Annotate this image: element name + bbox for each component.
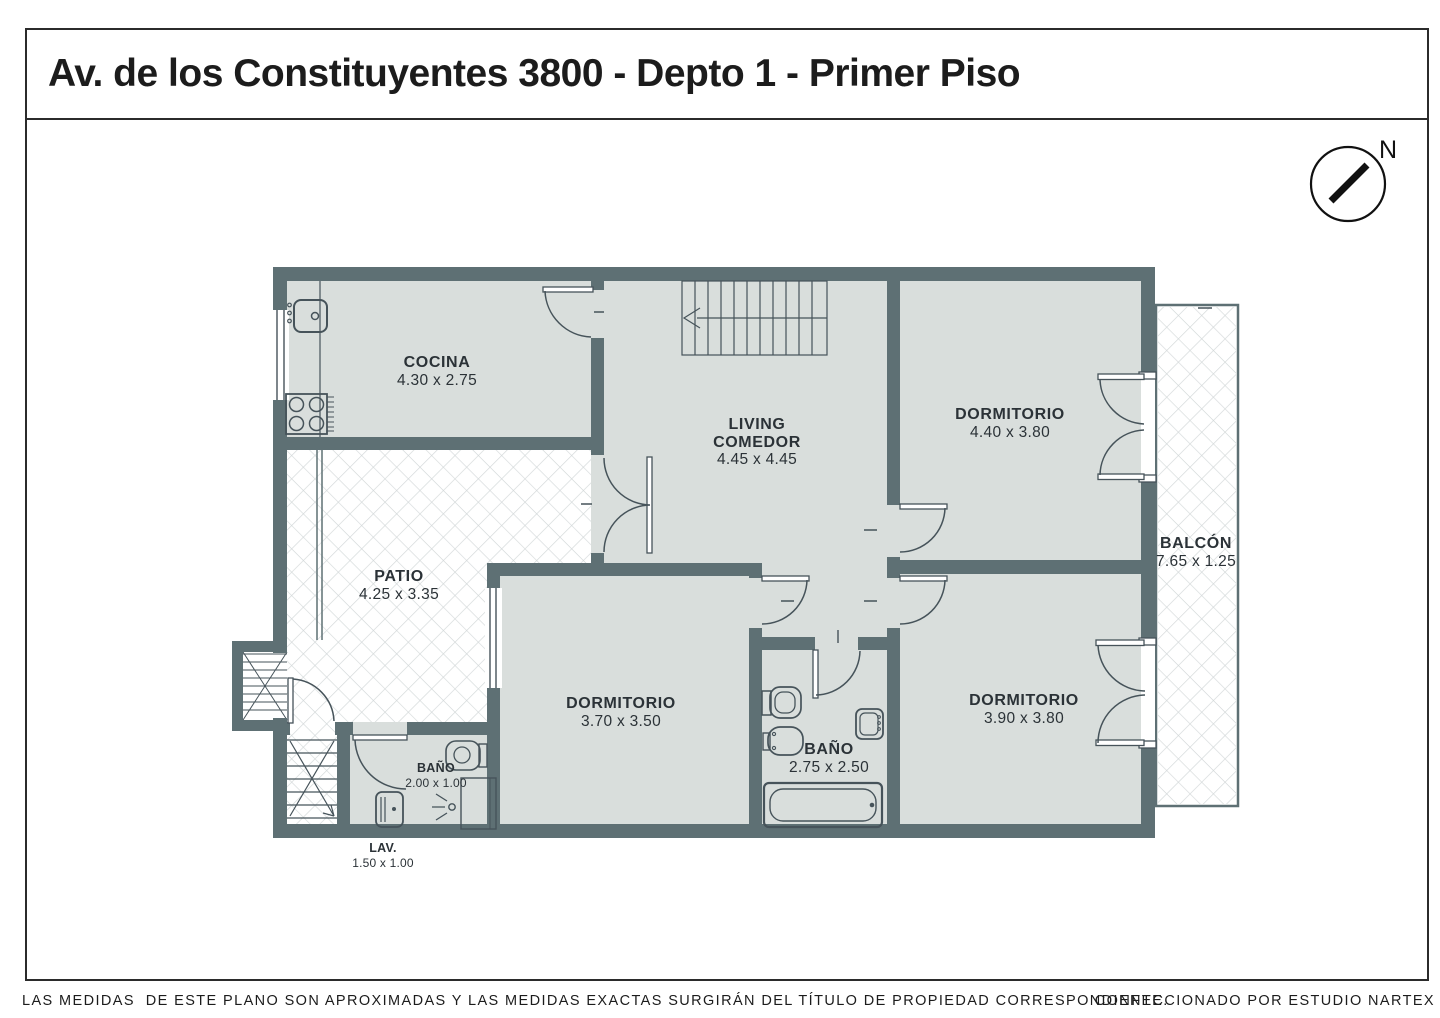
balcony-door2-leaf (1096, 640, 1144, 646)
label-bano: BAÑO (804, 741, 854, 758)
compass (1311, 136, 1397, 221)
label-dormitorio-1: DORMITORIO (955, 406, 1065, 423)
dims-living: 4.45 x 4.45 (717, 451, 797, 468)
dims-balcon: 7.65 x 1.25 (1156, 553, 1236, 570)
bedroom3-door-leaf (900, 576, 947, 581)
label-balcon: BALCÓN (1159, 535, 1233, 552)
label-living-2: COMEDOR (713, 434, 801, 451)
patio-entry-door-leaf (288, 678, 293, 723)
dims-patio: 4.25 x 3.35 (359, 586, 439, 603)
label-living-1: LIVING (728, 416, 786, 433)
label-cocina: COCINA (403, 354, 471, 371)
footer-credit: CONFECCIONADO POR ESTUDIO NARTEX (1094, 993, 1435, 1009)
bathroom-door-leaf (813, 650, 818, 698)
label-bano-chico: BAÑO (416, 761, 456, 775)
dims-cocina: 4.30 x 2.75 (397, 372, 477, 389)
dims-bano-chico: 2.00 x 1.00 (405, 776, 467, 790)
kitchen-door-leaf (543, 287, 593, 292)
label-lavadero: LAV. (369, 841, 397, 855)
balcony-door1-leaf-b (1098, 474, 1144, 480)
label-dormitorio-2: DORMITORIO (566, 695, 676, 712)
compass-north-label: N (1378, 136, 1398, 164)
balcony-door1-leaf (1098, 374, 1144, 380)
dims-lavadero: 1.50 x 1.00 (352, 856, 414, 870)
small-bath-door-leaf (353, 735, 407, 740)
page-title: Av. de los Constituyentes 3800 - Depto 1 - Primer Piso (48, 52, 1021, 95)
dims-dormitorio-2: 3.70 x 3.50 (581, 713, 661, 730)
dims-dormitorio-3: 3.90 x 3.80 (984, 710, 1064, 727)
bedroom2-door-leaf (762, 576, 809, 581)
label-patio: PATIO (374, 568, 424, 585)
dims-dormitorio-1: 4.40 x 3.80 (970, 424, 1050, 441)
exterior-stairs (243, 652, 287, 720)
footer-disclaimer: LAS MEDIDAS DE ESTE PLANO SON APROXIMADAS Y LAS MEDIDAS EXACTAS SURGIRÁN DEL TÍTULO DE PROPIEDAD CORRESPONDIENTE. (22, 993, 1169, 1009)
bedroom1-door-leaf (900, 504, 947, 509)
dims-bano: 2.75 x 2.50 (789, 759, 869, 776)
balcony-door2-leaf-b (1096, 740, 1144, 746)
label-dormitorio-3: DORMITORIO (969, 692, 1079, 709)
